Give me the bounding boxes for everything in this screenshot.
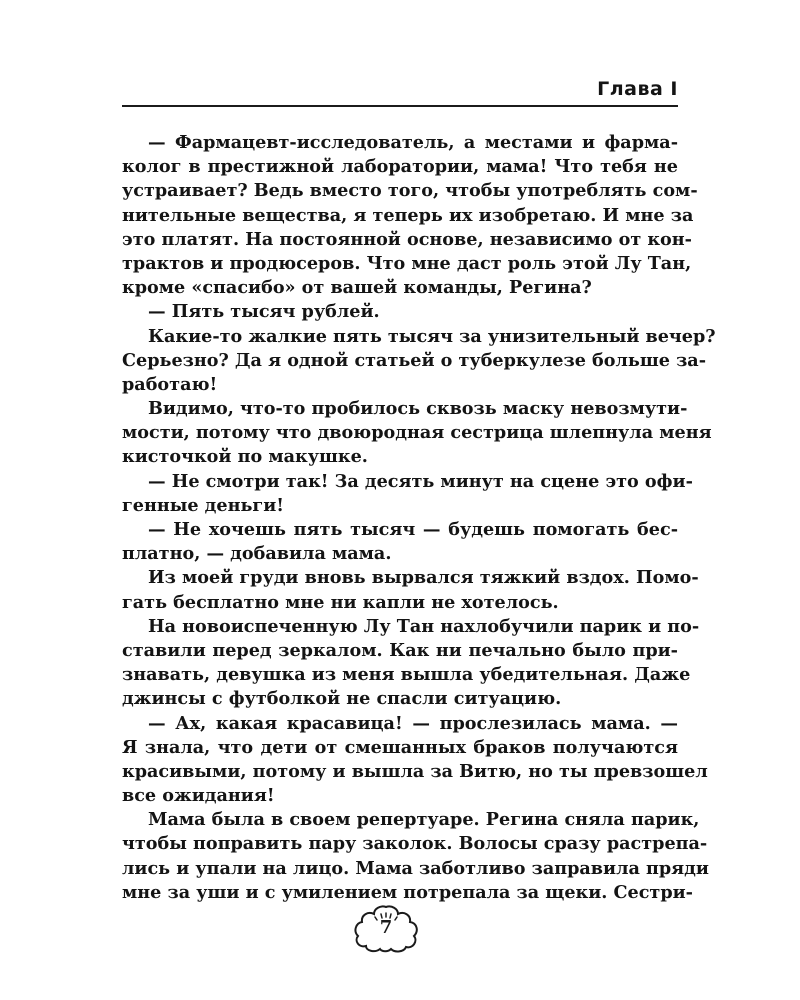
page-text	[122, 131, 716, 905]
text-line: это платят. На постоянной основе, независимо от кон-	[122, 228, 692, 250]
text-line: нительные вещества, я теперь их изобретаю. И мне за	[122, 204, 694, 226]
text-line: платно, — добавила мама.	[122, 543, 392, 565]
text-line: красивыми, потому и вышла за Витю, но ты превзошел	[122, 760, 708, 782]
text-line: устраивает? Ведь вместо того, чтобы употреблять сом-	[122, 180, 698, 202]
text-line: колог в престижной лаборатории, мама! Что тебя не	[122, 156, 678, 178]
text-line: трактов и продюсеров. Что мне даст роль этой Лу Тан,	[122, 252, 692, 274]
text-line: — Ах, какая красавица! — прослезилась мама. —	[148, 712, 678, 734]
chapter-header	[122, 78, 678, 108]
text-line: гать бесплатно мне ни капли не хотелось.	[122, 591, 559, 613]
text-line: Какие-то жалкие пять тысяч за унизительный вечер?	[148, 325, 716, 347]
text-line: Видимо, что-то пробилось сквозь маску невозмути-	[148, 398, 688, 420]
text-line: мости, потому что двоюродная сестрица шлепнула меня	[122, 422, 712, 444]
text-line: — Фармацевт-исследователь, а местами и фарма-	[148, 132, 678, 153]
text-line: На новоиспеченную Лу Тан нахлобучили парик и по-	[148, 615, 700, 637]
text-line: — Не хочешь пять тысяч — будешь помогать бес-	[148, 519, 678, 540]
text-line: все ожидания!	[122, 785, 275, 807]
text-line: знавать, девушка из меня вышла убедительная. Даже	[122, 664, 691, 686]
text-line: кроме «спасибо» от вашей команды, Регина?	[122, 277, 592, 299]
text-line: работаю!	[122, 373, 218, 395]
text-line: чтобы поправить пару заколок. Волосы сразу растрепа-	[122, 833, 708, 855]
text-line: Я знала, что дети от смешанных браков получаются	[122, 736, 678, 758]
text-line: джинсы с футболкой не спасли ситуацию.	[122, 688, 562, 710]
text-line: — Пять тысяч рублей.	[148, 301, 380, 323]
page-number: 7	[379, 917, 393, 938]
text-line: генные деньги!	[122, 494, 284, 516]
text-line: Мама была в своем репертуаре. Регина сняла парик,	[148, 809, 700, 831]
text-line: лись и упали на лицо. Мама заботливо заправила пряди	[122, 857, 709, 879]
text-line: Из моей груди вновь вырвался тяжкий вздох. Помо-	[148, 567, 699, 589]
text-line: Серьезно? Да я одной статьей о туберкулезе больше за-	[122, 349, 707, 371]
page-number-badge	[351, 903, 421, 953]
text-line: ставили перед зеркалом. Как ни печально было при-	[122, 639, 678, 661]
text-line: — Не смотри так! За десять минут на сцене это офи-	[148, 470, 693, 492]
text-line: кисточкой по макушке.	[122, 446, 368, 468]
chapter-title: Глава I	[597, 78, 678, 100]
text-line: мне за уши и с умилением потрепала за щеки. Сестри-	[122, 881, 693, 903]
header-rule	[122, 105, 678, 107]
